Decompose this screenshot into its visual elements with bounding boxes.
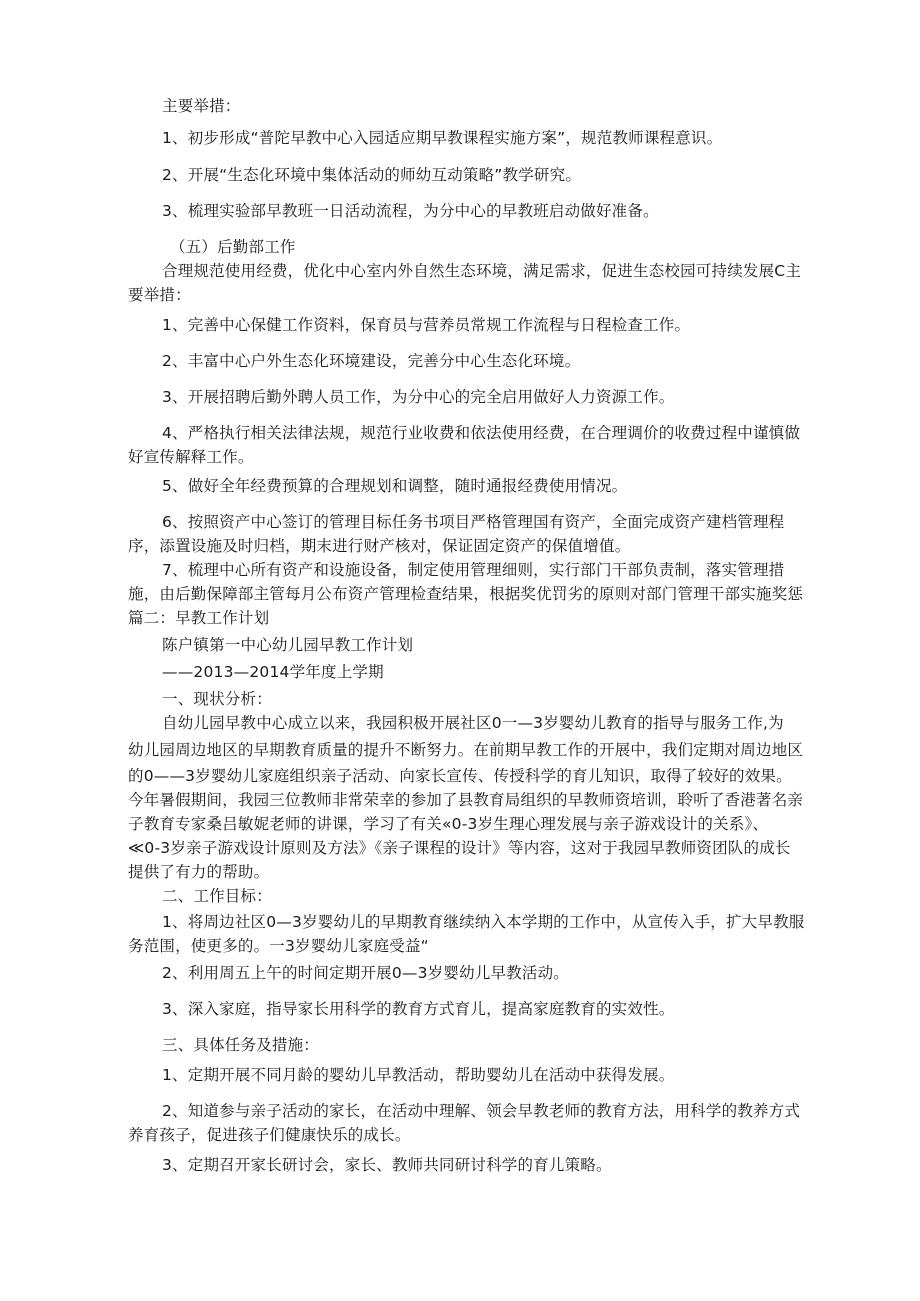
list-item: 5、做好全年经费预算的合理规划和调整，随时通报经费使用情况。 <box>162 477 628 495</box>
list-item: 2、开展“生态化环境中集体活动的师幼互动策略”教学研究。 <box>162 166 582 184</box>
paragraph-line: 提供了有力的帮助。 <box>128 863 270 881</box>
document-title: 陈户镇第一中心幼儿园早教工作计划 <box>162 636 414 654</box>
section-heading: 主要举措： <box>162 97 241 115</box>
paragraph-line: 子教育专家桑吕敏妮老师的讲课，学习了有关«0-3岁生理心理发展与亲子游戏设计的关系》、 <box>128 815 769 833</box>
list-item: 1、定期开展不同月龄的婴幼儿早教活动，帮助婴幼儿在活动中获得发展。 <box>162 1066 675 1084</box>
list-item: 3、深入家庭，指导家长用科学的教育方式育儿，提高家庭教育的实效性。 <box>162 1000 675 1018</box>
list-item: 1、完善中心保健工作资料，保育员与营养员常规工作流程与日程检查工作。 <box>162 316 691 334</box>
list-item: 3、开展招聘后勤外聘人员工作，为分中心的完全启用做好人力资源工作。 <box>162 388 675 406</box>
list-item-continuation: 养育孩子，促进孩子们健康快乐的成长。 <box>128 1126 411 1144</box>
paragraph-line: 幼儿园周边地区的早期教育质量的提升不断努力。在前期早教工作的开展中，我们定期对周边地区 <box>128 741 804 759</box>
part-heading: 篇二：早教工作计划 <box>128 609 270 627</box>
list-item: 3、定期召开家长研讨会，家长、教师共同研讨科学的育儿策略。 <box>162 1156 612 1174</box>
list-item: 1、初步形成“普陀早教中心入园适应期早教课程实施方案”，规范教师课程意识。 <box>162 129 723 147</box>
list-item-continuation: 务范围，使更多的。一3岁婴幼儿家庭受益“ <box>128 937 429 955</box>
list-item: 4、严格执行相关法律法规，规范行业收费和依法使用经费，在合理调价的收费过程中谨慎做 <box>162 424 801 442</box>
section-heading: 一、现状分析： <box>162 690 272 708</box>
list-item-continuation: 好宣传解释工作。 <box>128 448 254 466</box>
list-item-continuation: 序，添置设施及时归档，期末进行财产核对，保证固定资产的保值增值。 <box>128 537 631 555</box>
list-item: 2、利用周五上午的时间定期开展0—3岁婴幼儿早教活动。 <box>162 964 569 982</box>
list-item: 6、按照资产中心签订的管理目标任务书项目严格管理国有资产，全面完成资产建档管理程 <box>162 513 785 531</box>
list-item: 7、梳理中心所有资产和设施设备，制定使用管理细则，实行部门干部负责制，落实管理措 <box>162 561 785 579</box>
list-item: 2、丰富中心户外生态化环境建设，完善分中心生态化环境。 <box>162 352 581 370</box>
paragraph-line: 要举措： <box>128 286 191 304</box>
list-item: 2、知道参与亲子活动的家长，在活动中理解、领会早教老师的教育方法，用科学的教养方式 <box>162 1102 801 1120</box>
paragraph-line: 的0——3岁婴幼儿家庭组织亲子活动、向家长宣传、传授科学的育儿知识，取得了较好的效果。 <box>128 767 792 785</box>
paragraph-line: 自幼儿园早教中心成立以来，我园积极开展社区0一—3岁婴幼儿教育的指导与服务工作,为 <box>162 714 784 732</box>
section-heading: 二、工作目标： <box>162 887 272 905</box>
paragraph-line: ≪0-3岁亲子游戏设计原则及方法》《亲子课程的设计》等内容，这对于我园早教师资团队的成长 <box>128 839 791 857</box>
list-item-continuation: 施，由后勤保障部主管每月公布资产管理检查结果，根据奖优罚劣的原则对部门管理干部实施奖惩 <box>128 585 804 603</box>
paragraph-line: 合理规范使用经费，优化中心室内外自然生态环境，满足需求，促进生态校园可持续发展C主 <box>162 262 802 280</box>
document-subtitle: ——2013—2014学年度上学期 <box>162 663 384 681</box>
list-item: 3、梳理实验部早教班一日活动流程，为分中心的早教班启动做好准备。 <box>162 202 659 220</box>
list-item: 1、将周边社区0—3岁婴幼儿的早期教育继续纳入本学期的工作中，从宣传入手，扩大早教服 <box>162 913 805 931</box>
paragraph-line: 今年暑假期间，我园三位教师非常荣幸的参加了县教育局组织的早教师资培训，聆听了香港著名亲 <box>128 791 804 809</box>
section-heading: 三、具体任务及措施： <box>162 1036 320 1054</box>
section-heading: （五）后勤部工作 <box>170 238 296 256</box>
